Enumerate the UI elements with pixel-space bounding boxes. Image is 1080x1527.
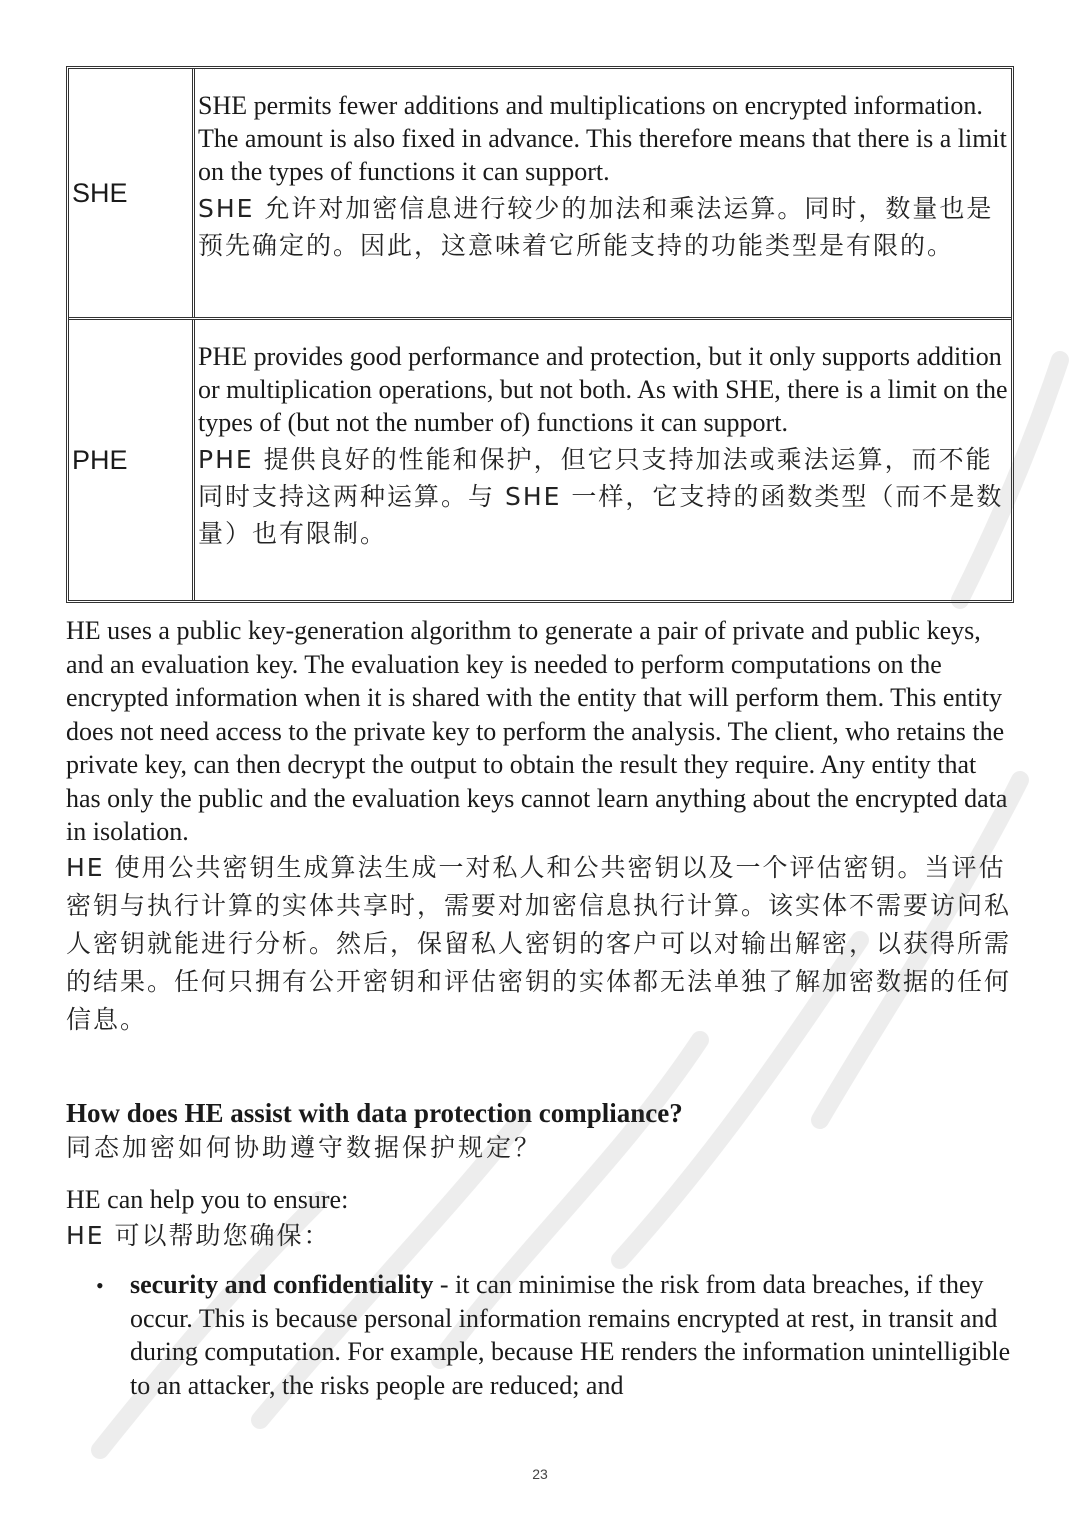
intro-zh: HE 可以帮助您确保：	[66, 1220, 331, 1250]
description-zh: SHE 允许对加密信息进行较少的加法和乘法运算。同时，数量也是预先确定的。因此，这意味着它所能支持的功能类型是有限的。	[198, 194, 994, 260]
description-zh: PHE 提供良好的性能和保护，但它只支持加法或乘法运算，而不能同时支持这两种运算。与 SHE 一样，它支持的函数类型（而不是数量）也有限制。	[198, 445, 1004, 548]
row-label-phe: PHE	[69, 320, 195, 600]
bullet-term: security and confidentiality	[130, 1270, 434, 1299]
page-number: 23	[532, 1466, 548, 1482]
bullet-item	[96, 1268, 1016, 1402]
paragraph-zh: HE 使用公共密钥生成算法生成一对私人和公共密钥以及一个评估密钥。当评估密钥与执行计算的实体共享时，需要对加密信息执行计算。该实体不需要访问私人密钥就能进行分析。然后，保留私人密钥的客户可以对输出解密，以获得所需的结果。任何只拥有公开密钥和评估密钥的实体都无法单独了解加密数据的任何信息。	[66, 852, 1012, 1034]
section-heading	[66, 1096, 1016, 1166]
description-en: SHE permits fewer additions and multiplications on encrypted information. The amount is also fixed in advance. This therefore means that there is a limit on the types of functions it can support.	[198, 91, 1007, 186]
intro-en: HE can help you to ensure:	[66, 1185, 349, 1214]
description-en: PHE provides good performance and protection, but it only supports addition or multiplication operations, but not both. As with SHE, there is a limit on the types of (but not the number of) functions it can support.	[198, 342, 1008, 437]
bullet-body: - it can minimise the risk from data breaches, if they occur. This is because personal information remains encrypted at rest, in transit and during computation. For example, because HE renders the information unintelligible to an attacker, the risks people are reduced; and	[130, 1270, 1011, 1400]
row-description-phe	[195, 320, 1011, 600]
heading-zh: 同态加密如何协助遵守数据保护规定？	[66, 1133, 543, 1162]
he-explanation-paragraph	[66, 614, 1016, 1039]
table-row-she	[69, 69, 1011, 320]
table-row-phe	[69, 320, 1011, 600]
comparison-table	[66, 66, 1014, 603]
row-description-she	[195, 69, 1011, 317]
row-label-she: SHE	[69, 69, 195, 317]
intro-paragraph	[66, 1183, 1016, 1255]
bullet-text	[130, 1268, 1016, 1402]
bullet-marker: •	[96, 1273, 104, 1298]
heading-en: How does HE assist with data protection compliance?	[66, 1098, 683, 1128]
paragraph-en: HE uses a public key-generation algorithm to generate a pair of private and public keys, and an evaluation key. The evaluation key is needed to perform computations on the encrypted information when it is shared with the entity that will perform them. This entity does not need access to the private key to perform the analysis. The client, who retains the private key, can then decrypt the output to obtain the result they require. Any entity that has only the public and the evaluation keys cannot learn anything about the encrypted data in isolation.	[66, 616, 1008, 846]
